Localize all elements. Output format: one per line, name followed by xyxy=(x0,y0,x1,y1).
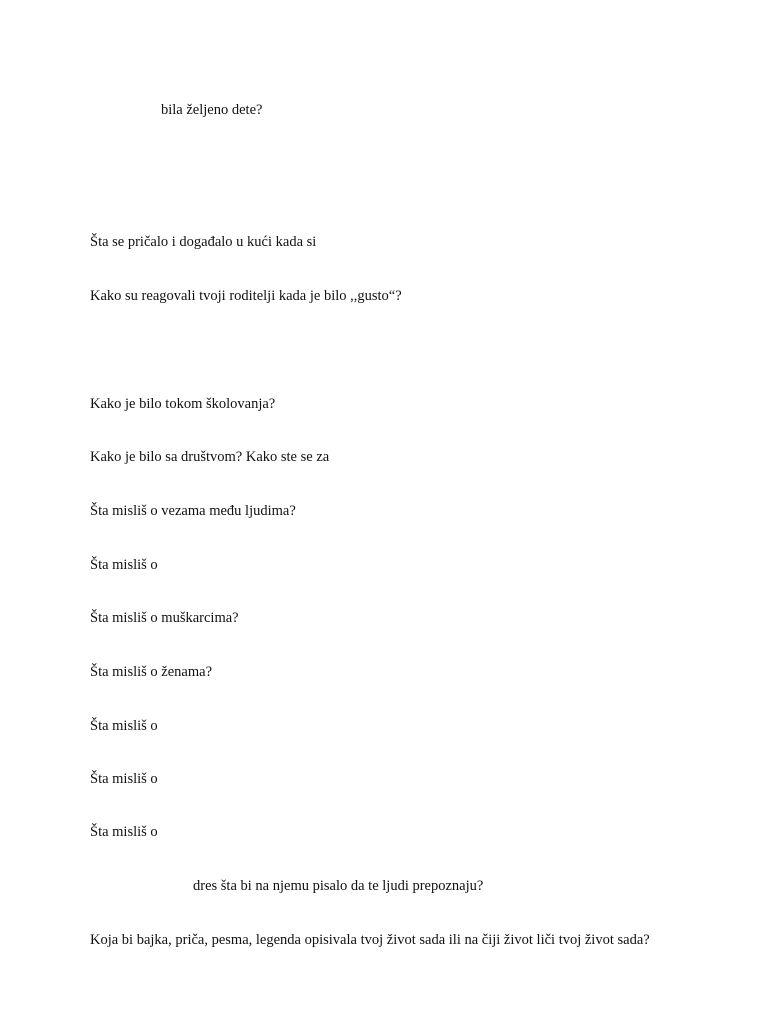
question-line-think-about-3: Šta misliš o xyxy=(90,771,158,787)
question-line-parents-reaction: Kako su reagovali tvoji roditelji kada je bilo ,,gusto“? xyxy=(90,288,402,304)
question-line-friends: Kako je bilo sa društvom? Kako ste se za xyxy=(90,449,330,465)
question-line-home-talk: Šta se pričalo i događalo u kući kada si xyxy=(90,234,317,250)
question-line-think-about-4: Šta misliš o xyxy=(90,824,158,840)
question-line-fairytale: Koja bi bajka, priča, pesma, legenda opisivala tvoj život sada ili na čiji život liči tvoj život sada? xyxy=(90,932,650,948)
question-line-schooling: Kako je bilo tokom školovanja? xyxy=(90,396,276,412)
question-line-relationships: Šta misliš o vezama među ljudima? xyxy=(90,503,296,519)
question-line-wanted-child: bila željeno dete? xyxy=(161,102,263,118)
question-line-men: Šta misliš o muškarcima? xyxy=(90,610,239,626)
question-line-women: Šta misliš o ženama? xyxy=(90,664,213,680)
question-line-think-about-1: Šta misliš o xyxy=(90,557,158,573)
question-line-jersey: dres šta bi na njemu pisalo da te ljudi prepoznaju? xyxy=(193,878,484,894)
question-line-think-about-2: Šta misliš o xyxy=(90,718,158,734)
